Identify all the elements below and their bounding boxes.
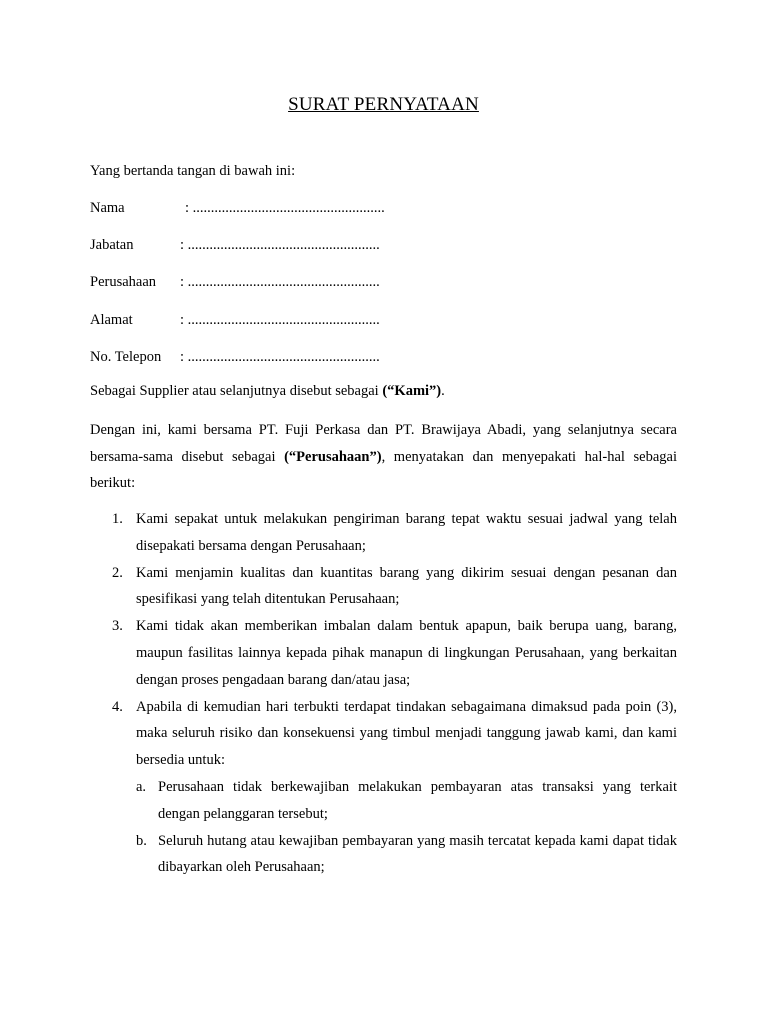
sub-list-item	[90, 828, 677, 882]
agreement-end: , menyatakan dan menyepakati hal-hal sebagai berikut:	[90, 448, 677, 491]
list-item-number: 4.	[112, 698, 123, 715]
list-item-text: Apabila di kemudian hari terbukti terdapat tindakan sebagaimana dimaksud pada poin (3), maka seluruh risiko dan konsekuensi yang timbul menjadi tanggung jawab kami, dan kami bersedia untuk:	[136, 698, 677, 769]
field-blank: : .....................................................	[180, 237, 380, 253]
supplier-end: .	[441, 383, 445, 399]
field-label: Alamat	[90, 312, 133, 328]
field-label: Jabatan	[90, 237, 134, 253]
field-label: No. Telepon	[90, 349, 162, 365]
field-alamat	[90, 310, 380, 330]
list-item-text: Kami menjamin kualitas dan kuantitas barang yang dikirim sesuai dengan pesanan dan spesifikasi yang telah ditentukan Perusahaan;	[136, 564, 677, 608]
intro-line: Yang bertanda tangan di bawah ini:	[90, 163, 296, 179]
list-item-number: 2.	[112, 564, 123, 581]
list-item-number: 1.	[112, 511, 123, 527]
agreement-text: Dengan ini, kami bersama PT. Fuji Perkasa dan PT. Brawijaya Abadi, yang selanjutnya secara bersama-sama disebut sebagai	[90, 422, 677, 465]
list-item-text: Kami sepakat untuk melakukan pengiriman barang tepat waktu sesuai jadwal yang telah disepakati bersama dengan Perusahaan;	[136, 511, 677, 554]
list-item-text: Kami tidak akan memberikan imbalan dalam bentuk apapun, baik berupa uang, barang, maupun fasilitas lainnya kepada pihak manapun di lingkungan Perusahaan, yang berkaitan dengan proses pengadaan barang dan/atau jasa;	[136, 618, 677, 688]
field-label: Nama	[90, 200, 125, 216]
supplier-text: Sebagai Supplier atau selanjutnya disebut sebagai	[90, 383, 383, 399]
field-no-telepon	[90, 347, 380, 367]
list-item	[90, 694, 677, 774]
field-jabatan	[90, 235, 380, 255]
supplier-paragraph	[90, 378, 677, 405]
sub-list-item	[90, 774, 677, 828]
numbered-list	[90, 506, 677, 881]
list-item	[90, 613, 677, 693]
supplier-term: (“Kami”)	[382, 383, 442, 399]
list-item-number: 3.	[112, 618, 123, 635]
list-item	[90, 506, 677, 560]
sub-list-item-text: Seluruh hutang atau kewajiban pembayaran yang masih tercatat kepada kami dapat tidak dibayarkan oleh Perusahaan;	[158, 832, 677, 876]
list-item	[90, 560, 677, 614]
field-blank: : .....................................................	[185, 200, 385, 216]
agreement-paragraph	[90, 417, 677, 497]
sub-list-item-letter: a.	[136, 778, 147, 795]
sub-list-item-letter: b.	[136, 832, 147, 849]
field-blank: : .....................................................	[180, 274, 380, 290]
field-nama	[90, 198, 385, 218]
agreement-term: (“Perusahaan”)	[284, 448, 382, 465]
field-perusahaan	[90, 272, 380, 292]
field-blank: : .....................................................	[180, 349, 380, 365]
sub-list-item-text: Perusahaan tidak berkewajiban melakukan pembayaran atas transaksi yang terkait dengan pelanggaran tersebut;	[158, 778, 677, 822]
field-blank: : .....................................................	[180, 312, 380, 328]
document-title: SURAT PERNYATAAN	[288, 94, 479, 115]
field-label: Perusahaan	[90, 274, 157, 290]
